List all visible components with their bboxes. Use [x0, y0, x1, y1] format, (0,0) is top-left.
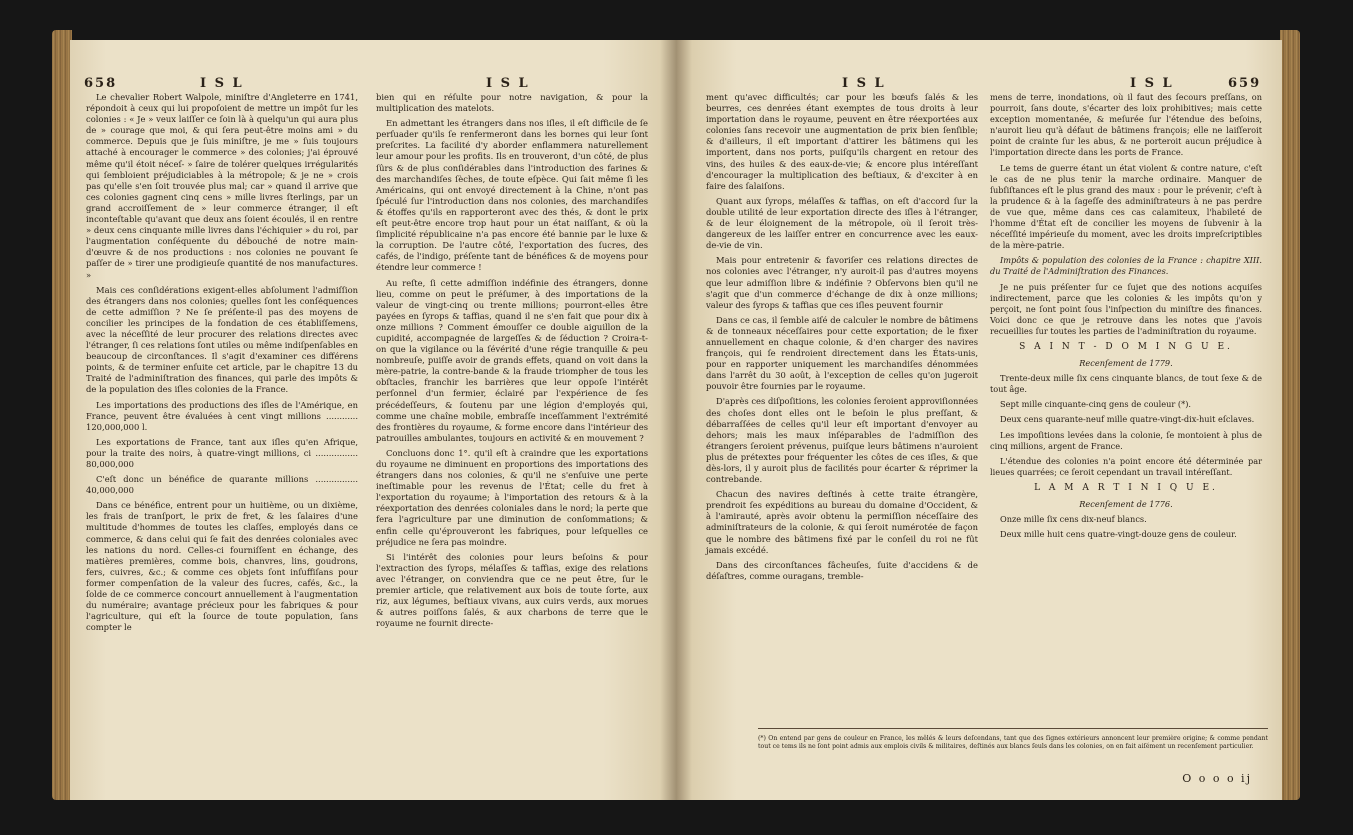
paragraph: Dans ce cas, il ſemble aiſé de calculer le nombre de bâtimens & de tonneaux néceſſaires pour cette exportation; de le fixer annuellement en chaque colonie, & d'en charger des navires françois, qui ſe rendroient directement dans les États-unis, pour en rapporter uniquement les marchandiſes dénommées dans l'arrêt du 30 août, à l'exception de celles qu'on jugeroit pouvoir être fournies par le royaume.	[706, 314, 978, 392]
paragraph: Deux mille huit cens quatre-vingt-douze gens de couleur.	[1000, 529, 1237, 540]
paragraph: En admettant les étrangers dans nos iſles, il eſt difficile de ſe perſuader qu'ils ſe renfermeront dans les bornes qui leur ſont preſcrites. La facilité d'y aborder enflammera naturellement leur amour pour les profits. Ils en trouveront, d'un côté, de plus ſûrs & de plus conſidérables dans l'introduction des farines & des marchandiſes ſèches, de toute eſpèce. Qui ſait même ſi les Américains, qui ont envoyé directement à la Chine, n'ont pas ſpéculé ſur l'introduction dans nos colonies, des marchandiſes & étoffes qu'ils en rapporteront avec des thés, & dont le prix eſt peut-être encore trop haut pour un état naiſſant, & où la ſimplicité républicaine n'a pas encore été bannie par le luxe & la corruption. De l'autre côté, l'exportation des ſucres, des cafés, de l'indigo, préſente tant de bénéfices & de moyens pour étendre leur commerce !	[376, 118, 648, 273]
right-column-2	[990, 92, 1262, 544]
paragraph: Sept mille cinquante-cinq gens de couleur (*).	[1000, 399, 1192, 410]
paragraph: Mais pour entretenir & favoriſer ces relations directes de nos colonies avec l'étranger, n'y auroit-il pas d'autres moyens que leur admiſſion libre & indéfinie ? Obſervons bien qu'il ne s'agit que d'un commerce d'échange de dix à onze millions; valeur des ſyrops & taffias que ces iſles peuvent fournir	[706, 255, 978, 310]
paragraph: Onze mille ſix cens dix-neuf blancs.	[1000, 514, 1147, 525]
running-head-left-b: I S L	[486, 76, 530, 91]
paragraph: bien qui en réſulte pour notre navigation, & pour la multiplication des matelots.	[376, 92, 648, 114]
paragraph: Je ne puis préſenter ſur ce ſujet que des notions acquiſes indirectement, parce que les colonies & les impôts qu'on y perçoit, ne ſont point ſous l'inſpection du miniſtre des finances. Voici donc ce que je retrouve dans les notes que j'avois recueillies ſur toutes les parties de l'adminiſtration du royaume.	[990, 281, 1262, 336]
right-column-1	[706, 92, 978, 586]
paragraph: Mais ces conſidérations exigent-elles abſolument l'admiſſion des étrangers dans nos colonies; quelles ſont les conſéquences de cette admiſſion ? Ne ſe préſente-il pas des moyens de concilier les principes de la fondation de ces établiſſemens, avec la néceſſité de leur procurer des relations directes avec l'étranger, ſi ces relations ſont utiles ou même indiſpenſables en beaucoup de circonſtances. Il s'agit d'examiner ces différens points, & de terminer enſuite cet article, par le chapitre 13 du Traité de l'adminiſtration des finances, qui parle des impôts & de la population des iſles colonies de la France.	[86, 284, 359, 395]
census-heading: Recenſement de 1779.	[1079, 358, 1173, 369]
paragraph: L'étendue des colonies n'a point encore été déterminée par lieues quarrées; ce ſeroit cependant un travail intéreſſant.	[990, 455, 1262, 477]
running-head-right-b: I S L	[1130, 76, 1174, 91]
paragraph: Dans ce bénéfice, entrent pour un huitième, ou un dixième, les frais de tranſport, le prix de fret, & les ſalaires d'une multitude d'hommes de toutes les claſſes, employés dans ce commerce, & dans celui qui ſe fait des denrées coloniales avec les nations du nord. Celles-ci fourniſſent en échange, des matières premières, comme bois, chanvres, lins, goudrons, fers, cuivres, &c.; & comme ces objets ſont inſuffiſans pour former compenſation de la valeur des ſucres, cafés, &c., la ſolde de ce commerce concourt annuellement à l'augmentation du numéraire; avantage précieux pour les fabriques & pour l'agriculture, qui eſt la ſource de toute population, ſans compter le	[86, 500, 358, 633]
paragraph: Dans des circonſtances fâcheuſes, ſuite d'accidens & de déſaſtres, comme ouragans, tremble-	[706, 559, 978, 581]
paragraph: D'après ces diſpoſitions, les colonies ſeroient approviſionnées des choſes dont elles ont le beſoin le plus preſſant, & débarraſſées de celles qu'il leur eſt important d'envoyer au dehors; mais les maux inſéparables de l'admiſſion des étrangers ſeroient prévenus, puiſque leurs bâtimens n'auroient plus de prétextes pour fréquenter les côtes de ces iſles, & que dès-lors, il y auroit plus de facilités pour écarter & réprimer la contrebande.	[706, 396, 978, 485]
census-heading: Recenſement de 1776.	[1079, 499, 1173, 509]
paragraph: Le chevalier Robert Walpole, miniſtre d'Angleterre en 1741, répondoit à ceux qui lui propoſoient de mettre un impôt ſur les colonies : « Je » veux laiſſer ce ſoin là à quelqu'un qui aura plus de » courage que moi, & qui ſera peut-être moins ami » du commerce. Depuis que je ſuis miniſtre, je me » ſuis toujours attaché à encourager le commerce » des colonies; j'ai éprouvé même qu'il étoit néceſ- » ſaire de tolérer quelques irrégularités qui ſembloient préjudiciables à la métropole; & je ne » crois pas qu'elle s'en ſoit trouvée plus mal; car » quand il arrive que ces colonies gagnent cinq cens » mille livres ſterlings, par un grand accroiſſement de » leur commerce étranger, il eſt inconteſtable qu'avant que deux ans ſoient écoulés, il en rentre » deux cens cinquante mille livres dans l'échiquier » du roi, par l'augmentation conſéquente du débouché de notre main-d'œuvre & de nos productions : nos colonies ne pouvant ſe paſſer de » tirer une prodigieuſe quantité de nos manufactures. »	[86, 92, 358, 280]
paragraph: mens de terre, inondations, où il faut des ſecours preſſans, on pourroit, ſans doute, s'écarter des loix prohibitives; mais cette exception momentanée, & meſurée ſur l'étendue des beſoins, n'auroit lieu qu'à défaut de bâtimens françois; elle ne laiſſeroit point de crainte ſur les abus, & ne porteroit aucun préjudice à l'importation directe dans les ports de France.	[990, 92, 1262, 158]
right-page	[676, 40, 1282, 800]
paragraph: Les importations des productions des iſles de l'Amérique, en France, peuvent être évaluées à cent vingt millions ............ 120,000,000 l.	[86, 399, 358, 432]
page-edge-right	[1280, 30, 1300, 800]
section-heading: Impôts & population des colonies de la France : chapitre XIII. du Traité de l'Adminiſtration des Finances.	[990, 255, 1262, 277]
left-column-2	[376, 92, 648, 633]
paragraph: Deux cens quarante-neuf mille quatre-vingt-dix-huit eſclaves.	[1000, 414, 1255, 425]
paragraph: Les impoſitions levées dans la colonie, ſe montoient à plus de cinq millions, argent de France.	[990, 429, 1262, 451]
colony-heading-saint-domingue: S A I N T - D O M I N G U E.	[1019, 341, 1233, 352]
paragraph: ment qu'avec difficultés; car pour les bœufs ſalés & les beurres, ces denrées étant exemptes de tous droits à leur importation dans le royaume, peuvent en être réexportées aux colonies ſans recevoir une augmentation de prix bien ſenſible; & d'ailleurs, il eſt important d'attirer les bâtimens qui les importent, dans nos ports, puiſqu'ils chargent en retour des vins, des huiles & des eaux-de-vie; & encore plus intéreſſant d'encourager la multiplication des beſtiaux, & d'exciter à en faire des ſalaiſons.	[706, 92, 978, 191]
paragraph: Trente-deux mille ſix cens cinquante blancs, de tout ſexe & de tout âge.	[990, 373, 1262, 395]
paragraph: Chacun des navires deſtinés à cette traite étrangère, prendroit ſes expéditions au bureau du domaine d'Occident, & à l'amirauté, après avoir obtenu la permiſſion néceſſaire des adminiſtrateurs de la colonie, & qui ſeroit numérotée de façon que le nombre des bâtimens fixé par le conſeil du roi ne fût jamais excédé.	[706, 489, 978, 555]
signature-mark: O o o o ij	[1182, 772, 1252, 785]
page-number-right: 659	[1228, 76, 1262, 91]
footnote: (*) On entend par gens de couleur en France, les mêlés & leurs deſcendans, tant que des ſignes extérieurs annoncent leur première origine; & comme pendant tout ce tems ils ne ſont point admis aux emplois civils & militaires, deſtinés aux blancs ſeuls dans les colonies, on en fait aiſément un recenſement particulier.	[758, 728, 1268, 751]
page-edge-left	[52, 30, 72, 800]
paragraph: Au reſte, ſi cette admiſſion indéfinie des étrangers, donne lieu, comme on peut le préſumer, à des importations de la valeur de vingt-cinq ou trente millions; pourront-elles être payées en ſyrops & taffias, quand il ne s'en fait que pour dix à onze millions ? Comment émouſſer ce double aiguillon de la cupidité, accompagnée de largeſſes & de ſéduction ? Croira-t-on que la vigilance ou la ſévérité d'une régie tranquille & peu nombreuſe, puiſſe avoir de grands effets, quand on voit dans la mère-patrie, la contre-bande & la fraude triompher de tous les obſtacles, franchir les barrières que leur oppoſe l'intérêt perſonnel d'un fermier, éclairé par l'expérience de ſes précédeſſeurs, & ſoutenu par une légion d'employés qui, comme une chaîne mobile, embraſſe inceſſamment l'extrémité des frontières du royaume, & forme encore dans l'intérieur des patrouilles ambulantes, toujours en activité & en mouvement ?	[376, 277, 648, 443]
paragraph: Le tems de guerre étant un état violent & contre nature, c'eſt le cas de ne plus tenir la marche ordinaire. Manquer de ſubſiſtances eſt le plus grand des maux : pour le prévenir, c'eſt à la prudence & à la ſageſſe des adminiſtrateurs à ne pas perdre de vue que, même dans ces cas calamiteux, l'habileté de l'homme d'État eſt de concilier les moyens de ſubvenir à la néceſſité impérieuſe du moment, avec les droits impreſcriptibles de la mère-patrie.	[990, 162, 1262, 251]
colony-heading-martinique: L A M A R T I N I Q U E.	[1034, 482, 1218, 493]
paragraph: C'eſt donc un bénéfice de quarante millions ................ 40,000,000	[86, 474, 358, 496]
paragraph: Les exportations de France, tant aux iſles qu'en Afrique, pour la traite des noirs, à quatre-vingt millions, ci ................ 80,000,000	[86, 436, 358, 469]
running-head-right-a: I S L	[842, 76, 886, 91]
paragraph: Quant aux ſyrops, mélaſſes & taffias, on eſt d'accord ſur la double utilité de leur exportation directe des iſles à l'étranger, & de leur éloignement de la métropole, où il ſeroit très-dangereux de les laiſſer entrer en concurrence avec les eaux-de-vie de vin.	[706, 195, 978, 251]
running-head-left-a: I S L	[200, 76, 244, 91]
paragraph: Si l'intérêt des colonies pour leurs beſoins & pour l'extraction des ſyrops, mélaſſes & taffias, exige des relations avec l'étranger, on conviendra que ce ne peut être, ſur le premier article, que relativement aux bois de toute ſorte, aux riz, aux légumes, beſtiaux vivans, aux cuirs verds, aux morues & autres poiſſons ſalés, & aux charbons de terre que le royaume ne fournit directe-	[376, 551, 648, 629]
page-number-left: 658	[84, 76, 118, 91]
left-page	[70, 40, 676, 800]
left-column-1	[86, 92, 358, 637]
paragraph: Concluons donc 1°. qu'il eſt à craindre que les exportations du royaume ne diminuent en proportions des importations des étrangers dans nos colonies, & qu'il ne s'enſuive une perte ineſtimable pour les revenus de l'État; celle du fret à l'exportation du royaume; à l'importation des retours & à la réexportation des denrées coloniales dans le nord; la perte que fera l'agriculture par une diminution de conſommations; & enfin celle qu'éprouveront les fabriques, pour leſquelles ce préjudice ne ſera pas moindre.	[376, 447, 648, 547]
